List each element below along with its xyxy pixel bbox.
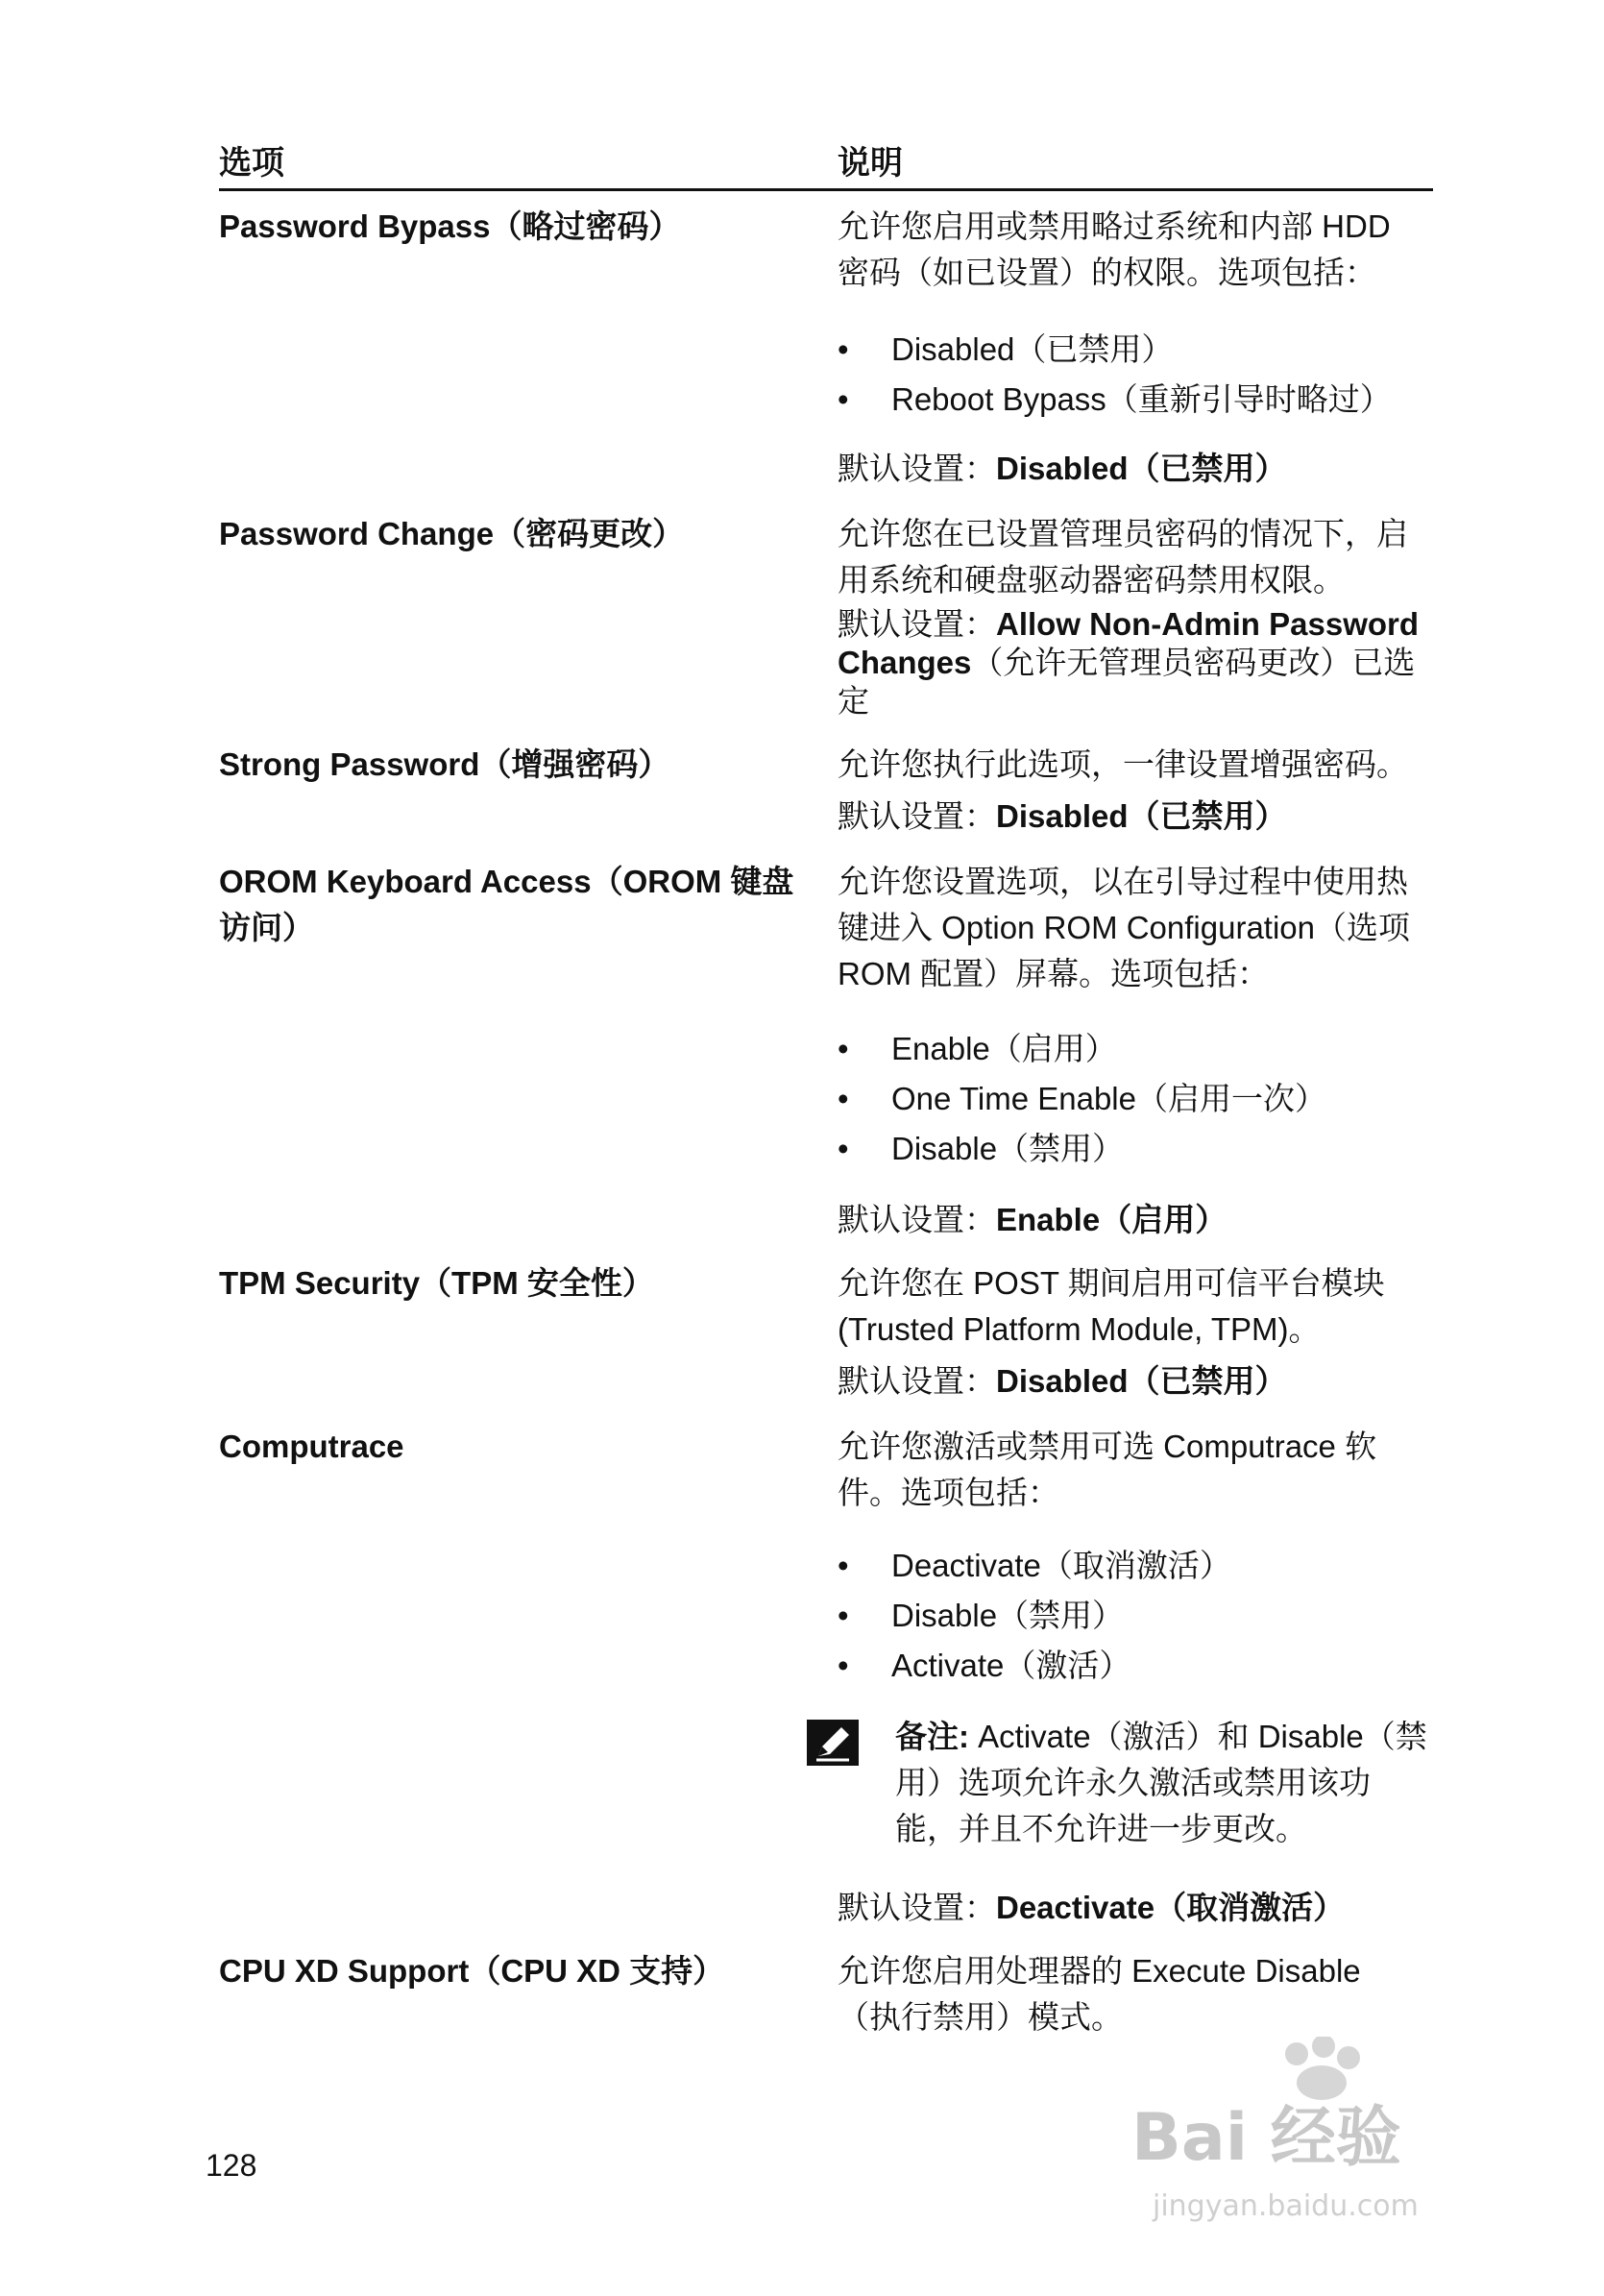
list-item: • Disable（禁用）	[838, 1591, 1433, 1641]
header-description: 说明	[838, 145, 903, 182]
default-value: Disabled（已禁用）	[996, 1363, 1287, 1399]
page-number: 128	[206, 2148, 257, 2183]
note-pencil-icon	[807, 1720, 859, 1766]
desc-computrace: 允许您激活或禁用可选 Computrace 软件。选项包括：	[838, 1429, 1377, 1510]
watermark-url: jingyan.baidu.com	[1153, 2189, 1419, 2223]
options-list-computrace	[838, 1541, 1433, 1691]
list-item: • Reboot Bypass（重新引导时略过）	[838, 375, 1433, 425]
desc-password-bypass: 允许您启用或禁用略过系统和内部 HDD 密码（如已设置）的权限。选项包括：	[838, 208, 1391, 290]
desc-cpu-xd-support: 允许您启用处理器的 Execute Disable（执行禁用）模式。	[838, 1953, 1361, 2035]
desc-orom-keyboard-access: 允许您设置选项，以在引导过程中使用热键进入 Option ROM Configuration（选项 ROM 配置）屏幕。选项包括：	[838, 864, 1411, 991]
watermark-brand: Bai 经验	[1131, 2100, 1401, 2176]
default-prefix: 默认设置：	[838, 1890, 996, 1925]
default-prefix: 默认设置：	[838, 451, 996, 486]
list-item: • One Time Enable（启用一次）	[838, 1074, 1433, 1124]
default-value: Disabled（已禁用）	[996, 451, 1287, 486]
header-rule	[219, 188, 1433, 191]
desc-tpm-security: 允许您在 POST 期间启用可信平台模块 (Trusted Platform Module, TPM)。	[838, 1265, 1385, 1347]
default-prefix: 默认设置：	[838, 1202, 996, 1237]
option-tpm-security: TPM Security（TPM 安全性）	[219, 1265, 654, 1301]
option-password-change: Password Change（密码更改）	[219, 516, 685, 551]
header-option: 选项	[219, 145, 284, 182]
option-password-bypass: Password Bypass（略过密码）	[219, 208, 681, 244]
note-body: Activate（激活）和 Disable（禁用）选项允许永久激活或禁用该功能，并且不允许进一步更改。	[895, 1719, 1427, 1846]
note-label: 备注:	[895, 1719, 969, 1754]
default-prefix: 默认设置：	[838, 1363, 996, 1399]
default-computrace	[838, 1885, 1433, 1931]
default-suffix: （允许无管理员密码更改）已选定	[838, 645, 1416, 719]
default-password-change	[838, 605, 1431, 721]
options-list-password-bypass	[838, 325, 1433, 425]
list-item: • Deactivate（取消激活）	[838, 1541, 1433, 1591]
default-value: Disabled（已禁用）	[996, 798, 1287, 834]
note-text	[895, 1714, 1433, 1852]
list-item: • Disable（禁用）	[838, 1124, 1433, 1174]
list-item: • Disabled（已禁用）	[838, 325, 1433, 375]
options-list-orom	[838, 1024, 1433, 1174]
list-item: • Enable（启用）	[838, 1024, 1433, 1074]
option-orom-keyboard-access: OROM Keyboard Access（OROM 键盘访问）	[219, 864, 794, 945]
option-strong-password: Strong Password（增强密码）	[219, 746, 670, 782]
default-value: Deactivate（取消激活）	[996, 1890, 1346, 1925]
default-orom	[838, 1197, 1433, 1243]
default-prefix: 默认设置：	[838, 798, 996, 834]
option-computrace: Computrace	[219, 1429, 404, 1464]
default-password-bypass	[838, 446, 1433, 492]
default-value: Enable（启用）	[996, 1202, 1227, 1237]
default-prefix: 默认设置：	[838, 606, 996, 642]
default-value: Allow Non-Admin Password Changes	[838, 606, 1420, 680]
option-cpu-xd-support: CPU XD Support（CPU XD 支持）	[219, 1953, 725, 1989]
list-item: • Activate（激活）	[838, 1641, 1433, 1691]
default-strong-password	[838, 794, 1433, 840]
default-tpm-security	[838, 1358, 1433, 1404]
desc-strong-password: 允许您执行此选项，一律设置增强密码。	[838, 746, 1408, 782]
desc-password-change: 允许您在已设置管理员密码的情况下，启用系统和硬盘驱动器密码禁用权限。	[838, 516, 1408, 598]
baidu-watermark-logo	[1114, 2037, 1556, 2238]
